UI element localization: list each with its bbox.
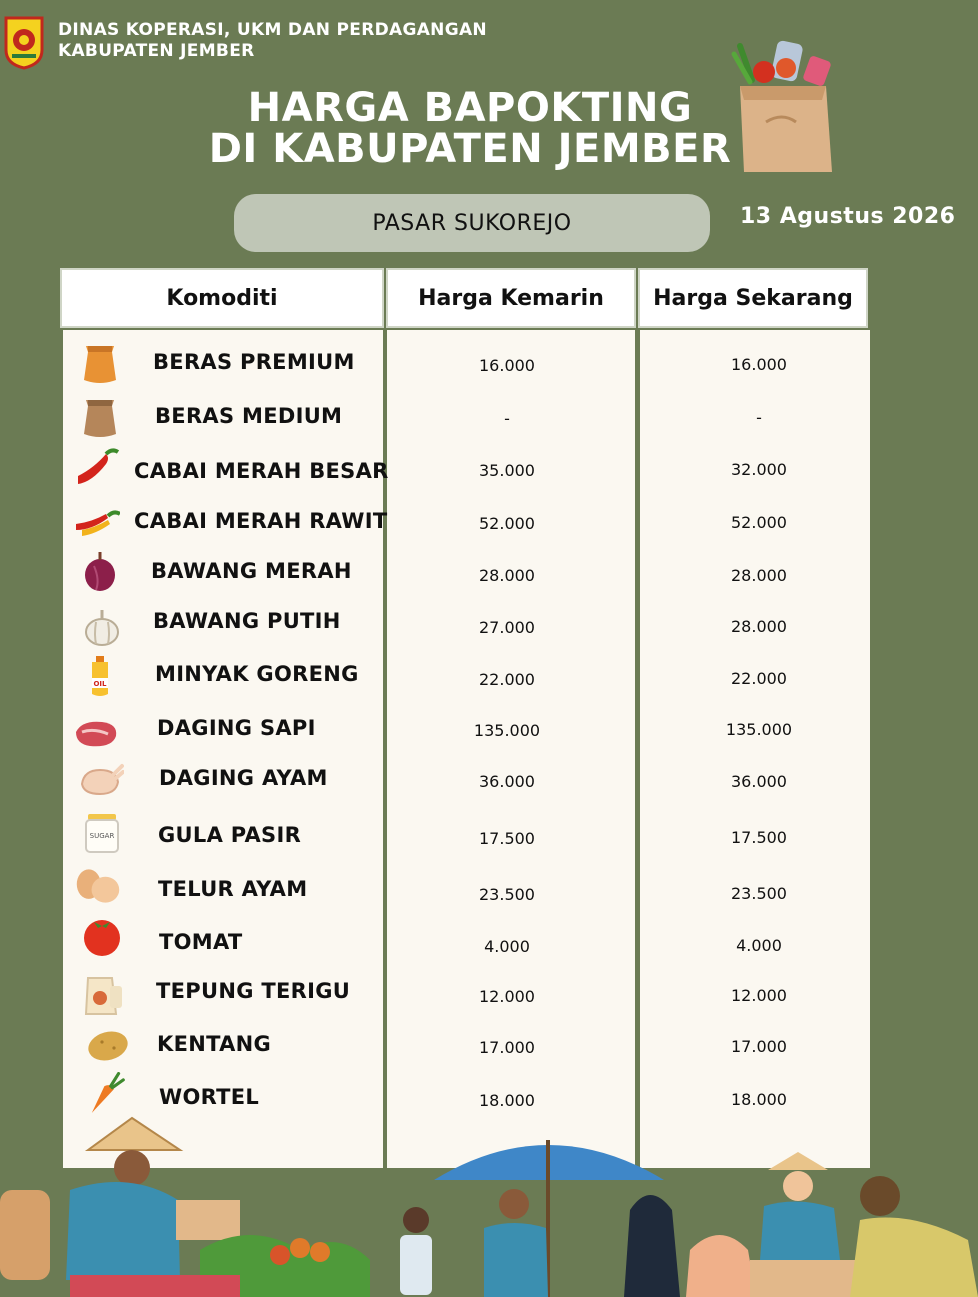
column-header-harga-sekarang: Harga Sekarang	[638, 268, 868, 328]
harga-kemarin: 135.000	[473, 721, 541, 740]
title-line-1: HARGA BAPOKTING	[247, 85, 693, 131]
commodity-name: BAWANG MERAH	[151, 559, 352, 583]
commodity-name: KENTANG	[157, 1032, 272, 1056]
column-header-komoditi: Komoditi	[60, 268, 384, 328]
harga-sekarang: 12.000	[731, 986, 787, 1005]
tomato-icon	[78, 914, 126, 958]
harga-sekarang: 135.000	[725, 720, 793, 739]
egg-icon	[74, 864, 122, 908]
market-name: PASAR SUKOREJO	[234, 194, 710, 252]
rice-sack-icon	[76, 342, 124, 386]
harga-kemarin: 12.000	[479, 987, 535, 1006]
red-chili-icon	[72, 446, 120, 490]
commodity-name: CABAI MERAH RAWIT	[134, 509, 388, 533]
agency-line-2: KABUPATEN JEMBER	[58, 41, 255, 61]
harga-kemarin: 22.000	[479, 670, 535, 689]
harga-kemarin: 28.000	[479, 566, 535, 585]
harga-kemarin: -	[504, 409, 510, 428]
harga-kemarin: 35.000	[479, 461, 535, 480]
oil-bottle-icon	[76, 654, 124, 698]
harga-kemarin: 52.000	[479, 514, 535, 533]
commodity-name: BERAS PREMIUM	[153, 350, 355, 374]
chicken-icon	[76, 758, 124, 802]
harga-sekarang: 17.000	[731, 1037, 787, 1056]
harga-kemarin: 27.000	[479, 618, 535, 637]
market-scene-illustration	[0, 1110, 978, 1297]
flour-bag-icon	[78, 972, 126, 1016]
page-title	[180, 85, 760, 172]
commodity-name: WORTEL	[159, 1085, 260, 1109]
harga-sekarang: 22.000	[731, 669, 787, 688]
shallot-icon	[76, 550, 124, 594]
harga-sekarang: 23.500	[731, 884, 787, 903]
jember-regency-logo	[2, 14, 46, 70]
grocery-bag-icon	[722, 40, 840, 176]
harga-kemarin: 16.000	[479, 356, 535, 375]
commodity-name: BERAS MEDIUM	[155, 404, 343, 428]
commodity-name: DAGING AYAM	[159, 766, 328, 790]
harga-kemarin: 4.000	[484, 937, 530, 956]
agency-name	[58, 20, 487, 62]
potato-icon	[84, 1022, 132, 1066]
commodity-name: MINYAK GORENG	[155, 662, 359, 686]
commodity-name: GULA PASIR	[158, 823, 302, 847]
harga-sekarang: 28.000	[731, 566, 787, 585]
commodity-name: CABAI MERAH BESAR	[134, 459, 389, 483]
harga-sekarang: 28.000	[731, 617, 787, 636]
harga-sekarang: 32.000	[731, 460, 787, 479]
commodity-name: TEPUNG TERIGU	[156, 979, 351, 1003]
report-date: 13 Agustus 2026	[740, 204, 956, 229]
harga-kemarin: 18.000	[479, 1091, 535, 1110]
title-line-2: DI KABUPATEN JEMBER	[208, 126, 732, 172]
harga-kemarin: 17.000	[479, 1038, 535, 1057]
commodity-name: BAWANG PUTIH	[153, 609, 341, 633]
sugar-jar-icon	[78, 810, 126, 854]
harga-sekarang: 52.000	[731, 513, 787, 532]
small-chili-icon	[72, 500, 120, 544]
commodity-name: TELUR AYAM	[158, 877, 308, 901]
harga-sekarang: 36.000	[731, 772, 787, 791]
rice-sack-icon	[76, 396, 124, 440]
column-header-harga-kemarin: Harga Kemarin	[386, 268, 636, 328]
harga-kemarin: 17.500	[479, 829, 535, 848]
harga-kemarin: 36.000	[479, 772, 535, 791]
commodity-name: DAGING SAPI	[157, 716, 316, 740]
harga-kemarin: 23.500	[479, 885, 535, 904]
agency-line-1: DINAS KOPERASI, UKM DAN PERDAGANGAN	[58, 20, 487, 40]
harga-sekarang: 16.000	[731, 355, 787, 374]
harga-sekarang: 17.500	[731, 828, 787, 847]
garlic-icon	[78, 604, 126, 648]
harga-sekarang: 4.000	[736, 936, 782, 955]
oil-label: OIL	[93, 680, 107, 688]
harga-sekarang: 18.000	[731, 1090, 787, 1109]
beef-icon	[72, 712, 120, 756]
commodity-name: TOMAT	[159, 930, 243, 954]
sugar-label: SUGAR	[89, 832, 115, 840]
harga-sekarang: -	[756, 408, 762, 427]
